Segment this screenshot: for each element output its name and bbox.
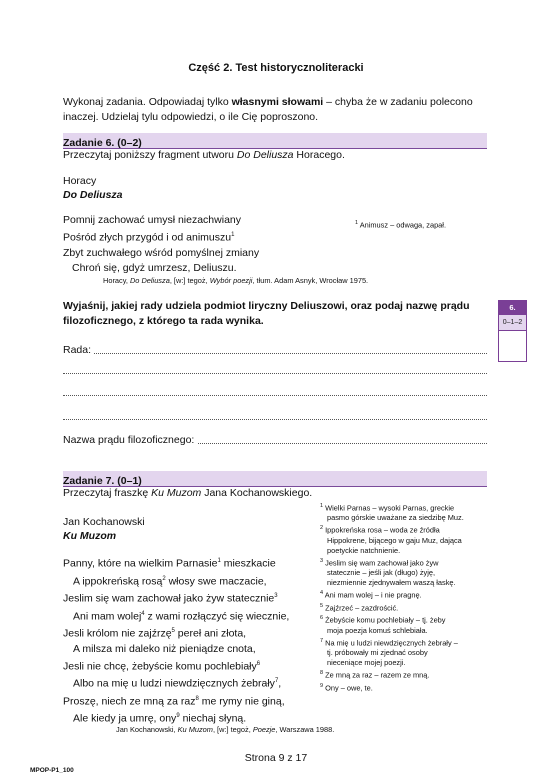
footnote [320, 588, 495, 600]
footnote-line [320, 556, 495, 568]
poem-line-text: mieszkacie [220, 557, 276, 570]
footnote-num: 2 [320, 525, 324, 532]
footnote-text: Jeslim się wam zachował jako żyw [325, 558, 439, 568]
question-line: filozoficznego, z którego ta rada wynika. [63, 315, 264, 327]
footnote-line [320, 523, 495, 535]
footnote-num: 8 [320, 670, 324, 677]
footnote [320, 556, 495, 588]
poem-line-text: z wami rozłączyć się wiecznie, [144, 610, 290, 622]
poem-line-text: A ippokreńską rosą [73, 575, 163, 587]
instructions-text-cont: – chyba że w zadaniu polecono [323, 96, 473, 108]
poem-line: Zbyt zuchwałego wśród pomyślnej zmiany [63, 246, 260, 259]
question-line: Wyjaśnij, jakiej rady udziela podmiot liryczny Deliuszowi, oraz podaj nazwę prądu [63, 300, 470, 312]
footnote-num: 4 [320, 590, 324, 597]
score-field[interactable] [499, 331, 526, 361]
footnote-text: Ze mną za raz – razem ze mną. [325, 670, 430, 680]
poem-line-text: Panny, które na wielkim Parnasie [63, 557, 218, 570]
poem-line-text: Jesli nie chcę, żebyście komu pochlebiały [63, 660, 257, 672]
footnote-num: 9 [320, 682, 324, 689]
source-text: , Warszawa 1988. [275, 725, 335, 734]
instructions-text: Wykonaj zadania. Odpowiadaj tylko [63, 96, 232, 108]
footnote [320, 681, 495, 693]
poem-line-text: Albo na mię u ludzi niewdzięcznych żebrały [73, 677, 275, 690]
answer-line[interactable] [63, 373, 487, 374]
footnote-line [320, 536, 495, 546]
footnote-text: Ani mam wolej – i nie pragnę. [324, 590, 422, 600]
source-title: Wybór poezji [209, 276, 253, 285]
source-text: , [w:] tegoż, [212, 725, 253, 734]
source-title: Do Deliusza [129, 276, 170, 285]
footnote-ref: 7 [274, 678, 279, 684]
page-number: Strona 9 z 17 [244, 752, 308, 764]
footnote-ref: 4 [141, 610, 145, 617]
footnote-text: moja poezja komuś schlebiała. [327, 625, 428, 635]
answer-line-rada[interactable] [63, 353, 487, 354]
footnote-text: niezmiennie zjednywałem waszą łaskę. [327, 578, 456, 588]
footnote-text: Żebyście komu pochlebiały – tj. żeby [325, 615, 446, 625]
footnote [320, 501, 495, 523]
poem-line-text: Pośród złych przygód i od animuszu [63, 231, 232, 244]
source-text: Horacy, [103, 276, 130, 285]
poem-line-text: Jeslim się wam zachował jako żyw statecznie [63, 592, 275, 605]
task6-intro-text-end: Horacego. [293, 149, 345, 161]
poem-line-text: Proszę, niech ze mną za raz [63, 695, 196, 707]
poem-line [63, 624, 323, 642]
footnote-line [320, 658, 495, 668]
footnote-line [320, 601, 495, 613]
footnote-line [320, 636, 495, 648]
poem-line [63, 657, 323, 675]
poem-line-text: pereł ani złota, [174, 627, 247, 640]
source-text: Jan Kochanowski, [116, 725, 178, 734]
task6-question [63, 299, 495, 329]
poem-line-text: me rymy nie giną, [198, 695, 285, 707]
poem-line [63, 228, 259, 246]
footnote-text: tj. próbowały mi zjednać osoby [327, 648, 428, 658]
footnote-text: statecznie – jeśli jak (długo) żyję, [327, 568, 436, 578]
task7-intro-title: Ku Muzom [151, 487, 202, 499]
footnote-num: 1 [355, 220, 359, 226]
task7-header-label: Zadanie 7. (0–1) [63, 475, 142, 487]
footnote [320, 601, 495, 613]
poem-line: Pomnij zachować umysł niezachwiany [63, 214, 241, 226]
footnote-ref: 1 [231, 232, 235, 238]
footnote-text: Ony – owe, te. [325, 683, 373, 693]
instructions-line-2: inaczej. Udzielaj tylu odpowiedzi, o ile Cię poproszono. [63, 111, 319, 123]
footnote-line [320, 613, 495, 625]
footnote-ref: 5 [171, 628, 175, 634]
footnote-line [320, 588, 495, 600]
footnote-line [320, 681, 495, 693]
footnote [320, 523, 495, 555]
footnote-text: Zajźrzeć – zazdrościć. [325, 603, 399, 613]
poem-line-text: włosy swe maczacie, [165, 575, 267, 587]
task7-intro-text-end: Jana Kochanowskiego. [201, 487, 313, 499]
source-title: Poezje [252, 725, 276, 734]
poem-line [63, 572, 323, 590]
task6-score-box [498, 300, 527, 362]
task6-poem-title: Do Deliusza [63, 189, 123, 201]
footnote-text: nieceniące mojej poezji. [327, 658, 406, 668]
poem-line [63, 709, 323, 727]
task6-source [103, 276, 368, 286]
poem-line [63, 607, 323, 625]
exam-code: MPOP-P1_100 [30, 767, 74, 774]
poem-line-text: niechaj słyną. [179, 712, 247, 725]
task7-header [63, 471, 487, 487]
answer-line[interactable] [63, 419, 487, 420]
footnote-ref: 6 [256, 660, 261, 667]
task6-intro [63, 148, 345, 163]
footnote-line [320, 513, 495, 523]
task6-intro-text: Przeczytaj poniższy fragment utworu [63, 149, 237, 161]
footnote-num: 7 [320, 637, 324, 644]
footnote-line [320, 568, 495, 578]
footnote [320, 636, 495, 668]
task7-poem [63, 554, 323, 727]
footnote-text: Animusz – odwaga, zapał. [359, 220, 446, 230]
task6-header-label: Zadanie 6. (0–2) [63, 137, 142, 149]
poem-line [63, 589, 323, 607]
source-title: Ku Muzom [177, 725, 213, 734]
footnote [320, 613, 495, 635]
task6-header [63, 133, 487, 149]
task6-author: Horacy [63, 175, 97, 187]
task6-poem [63, 213, 259, 276]
task7-source [116, 725, 334, 735]
footnote-ref: 8 [195, 695, 199, 702]
footnote-text: poetyckie natchnienie. [327, 545, 401, 555]
poem-line [63, 642, 323, 657]
poem-line-text: Jesli królom nie zajźrzę [63, 627, 172, 640]
footnote-line [320, 546, 495, 556]
source-text: , [w:] tegoż, [169, 276, 210, 285]
page-title: Część 2. Test historycznoliteracki [188, 62, 364, 74]
poem-line [63, 674, 323, 692]
score-range: 0–1–2 [499, 315, 526, 331]
poem-line-text: Ale kiedy ja umrę, ony [73, 712, 177, 725]
task6-intro-title: Do Deliusza [236, 149, 294, 161]
rada-label: Rada: [63, 343, 94, 358]
task7-author: Jan Kochanowski [63, 516, 145, 528]
poem-line [63, 554, 323, 572]
task7-poem-title: Ku Muzom [63, 530, 117, 542]
poem-line-text: Ani mam wolej [73, 610, 142, 622]
footnote-line [320, 626, 495, 636]
answer-line[interactable] [63, 395, 487, 396]
task7-intro [63, 486, 312, 501]
footnote-num: 6 [320, 615, 324, 622]
footnote-text: Na mię u ludzi niewdzięcznych żebrały – [325, 638, 458, 648]
footnote-num: 5 [320, 602, 324, 609]
source-text: , tłum. Adam Asnyk, Wrocław 1975. [252, 276, 369, 285]
footnote-ref: 2 [162, 575, 166, 582]
footnote-ref: 9 [176, 713, 180, 719]
footnote-num: 3 [320, 557, 324, 564]
instructions [63, 95, 493, 125]
footnote-text: Ippokreńska rosa – woda ze źródła [325, 525, 440, 535]
poem-line: Chroń się, gdyż umrzesz, Deliuszu. [72, 261, 237, 274]
score-task-number: 6. [499, 301, 526, 315]
task6-footnote [355, 218, 446, 230]
footnote-ref: 1 [217, 558, 221, 564]
footnote-text: Wielki Parnas – wysoki Parnas, greckie [325, 503, 455, 513]
footnote-num: 1 [320, 503, 324, 509]
task7-footnotes [320, 501, 495, 693]
footnote-ref: 3 [274, 593, 278, 599]
footnote-line [320, 501, 495, 513]
instructions-emphasis: własnymi słowami [231, 96, 324, 108]
footnote-line [320, 578, 495, 588]
footnote-text: Hippokrene, bijącego w gaju Muz, dająca [327, 535, 462, 545]
footnote [320, 668, 495, 680]
footnote-text: pasmo górskie uważane za siedzibę Muz. [327, 513, 464, 523]
task7-intro-text: Przeczytaj fraszkę [63, 487, 152, 499]
poem-line-text: , [278, 677, 282, 690]
footnote-line [320, 668, 495, 680]
poem-line [63, 692, 323, 710]
footnote-line [320, 648, 495, 658]
nazwa-label: Nazwa prądu filozoficznego: [63, 433, 197, 448]
poem-line-text: A milsza mi daleko niż pieniądze cnota, [73, 642, 256, 655]
